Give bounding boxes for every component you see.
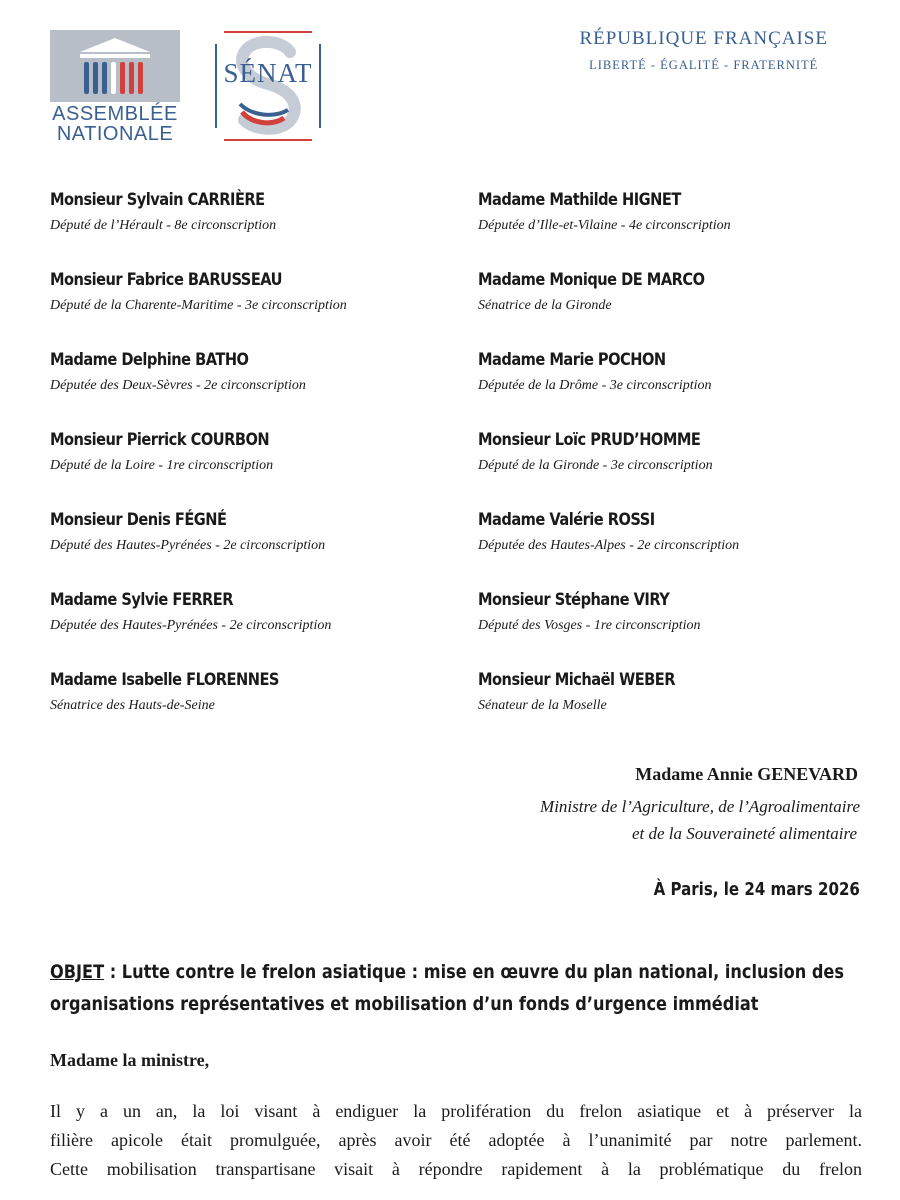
recipient-title: Député de la Charente-Maritime - 3e circonscription [50,298,347,313]
recipient-name: Madame Monique DE MARCO [478,270,705,290]
recipient-name: Monsieur Michaël WEBER [478,670,676,690]
recipient-item [50,588,478,668]
recipient-item [50,268,478,348]
recipient-title: Sénateur de la Moselle [478,698,607,713]
recipient-item [478,428,850,508]
recipient-title: Députée des Deux-Sèvres - 2e circonscription [50,378,306,393]
recipient-title: Député de la Gironde - 3e circonscription [478,458,713,473]
recipient-item [478,188,850,268]
republique-devise: LIBERTÉ - ÉGALITÉ - FRATERNITÉ [589,58,819,72]
recipient-item [478,588,850,668]
assemblee-nationale-logo [50,30,180,145]
recipient-title: Députée des Hautes-Pyrénées - 2e circonscription [50,618,332,633]
body-line: Il y a un an, la loi visant à endiguer la prolifération du frelon asiatique et à préserver la [50,1101,862,1121]
assemblee-line1: ASSEMBLÉE [52,103,178,125]
addressee-name: Madame Annie GENEVARD [635,764,858,784]
recipient-title: Sénatrice des Hauts-de-Seine [50,698,215,713]
recipient-title: Députée d’Ille-et-Vilaine - 4e circonscription [478,218,731,233]
recipient-title: Député de l’Hérault - 8e circonscription [50,218,277,233]
recipient-item [50,348,478,428]
recipient-title: Députée de la Drôme - 3e circonscription [478,378,712,393]
recipient-name: Monsieur Loïc PRUD’HOMME [478,430,701,450]
recipient-title: Député de la Loire - 1re circonscription [50,458,274,473]
recipients-list [50,188,850,748]
assemblee-line2: NATIONALE [56,123,174,145]
recipient-name: Monsieur Denis FÉGNÉ [50,510,227,530]
recipient-item [478,348,850,428]
recipient-name: Madame Isabelle FLORENNES [50,670,279,690]
recipient-name: Monsieur Fabrice BARUSSEAU [50,270,282,290]
subject-label: OBJET [50,961,105,983]
assemblee-nationale-wordmark [50,104,180,144]
letter-date: À Paris, le 24 mars 2026 [653,880,860,900]
recipient-name: Monsieur Pierrick COURBON [50,430,270,450]
addressee-title-line1: Ministre de l’Agriculture, de l’Agroalimentaire [540,797,860,816]
subject-text-1: : Lutte contre le frelon asiatique : mise en œuvre du plan national, inclusion des [104,961,844,983]
recipient-name: Madame Mathilde HIGNET [478,190,681,210]
recipient-title: Sénatrice de la Gironde [478,298,612,313]
addressee-title-line2: et de la Souveraineté alimentaire [631,824,857,843]
republique-title: RÉPUBLIQUE FRANÇAISE [579,28,828,49]
recipient-name: Madame Marie POCHON [478,350,666,370]
recipient-name: Madame Delphine BATHO [50,350,249,370]
subject-line1 [50,956,844,988]
recipient-item [50,668,478,748]
recipient-name: Monsieur Stéphane VIRY [478,590,670,610]
recipient-name: Monsieur Sylvain CARRIÈRE [50,190,265,210]
senat-logo [212,30,324,142]
recipient-item [478,508,850,588]
assemblee-building-icon [50,30,180,102]
recipient-name: Madame Sylvie FERRER [50,590,234,610]
letter-body [50,1097,862,1184]
recipient-item [50,428,478,508]
recipient-item [50,188,478,268]
recipient-name: Madame Valérie ROSSI [478,510,655,530]
addressee-block [540,764,860,847]
recipient-title: Député des Vosges - 1re circonscription [478,618,701,633]
subject-line2: organisations représentatives et mobilisation d’un fonds d’urgence immédiat [50,993,759,1015]
senat-wordmark: SÉNAT [223,58,313,88]
recipient-title: Député des Hautes-Pyrénées - 2e circonscription [50,538,326,553]
letter-subject [50,956,860,1020]
recipient-title: Députée des Hautes-Alpes - 2e circonscription [478,538,740,553]
republique-francaise-header [579,28,828,73]
body-line: filière apicole était promulguée, après avoir été adoptée à l’unanimité par notre parlement. [50,1130,862,1150]
recipient-item [50,508,478,588]
recipient-item [478,268,850,348]
body-line: Cette mobilisation transpartisane visait à répondre rapidement à la problématique du frelon [50,1159,862,1179]
salutation: Madame la ministre, [50,1050,210,1070]
recipient-item [478,668,850,748]
